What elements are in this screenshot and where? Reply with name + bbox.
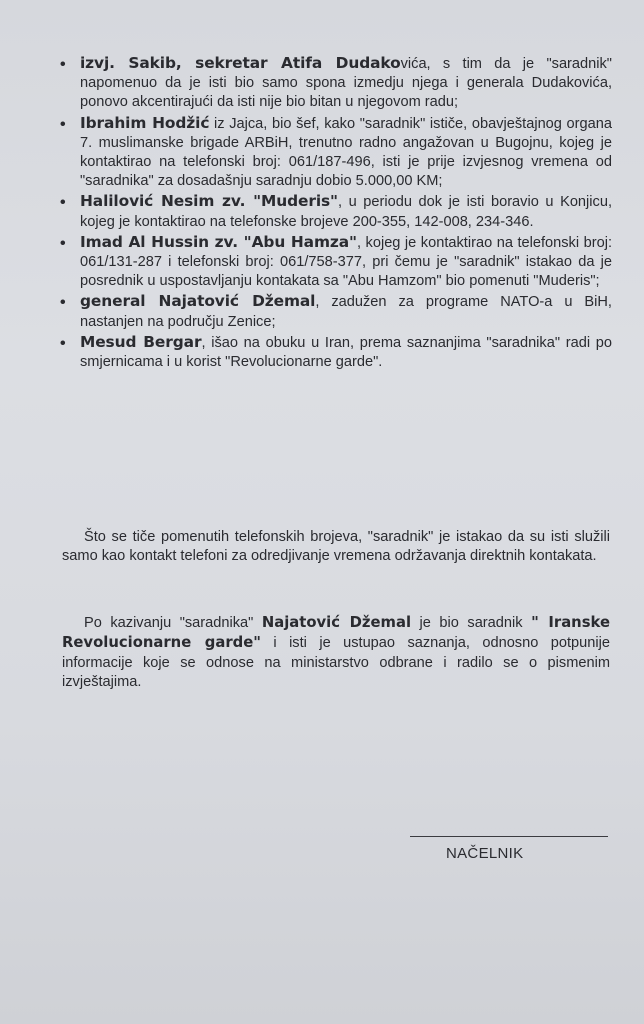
bullet-icon: •	[60, 115, 66, 133]
paragraph-middle: je bio saradnik	[411, 615, 532, 631]
item-text: , kojeg je kontaktirao na telefonski broj: 061/131-287 i telefonski broj: 061/758-377, pri čemu je "saradnik" istakao da je posrednik u uspostavljanju kontakata sa "Abu Hamzom" bio pomenuti "Muderis";	[80, 234, 612, 290]
list-item	[60, 233, 612, 292]
bullet-icon: •	[60, 194, 66, 212]
organization-name: " Iranske Revolucionarne garde"	[62, 614, 611, 652]
item-text: vića, s tim da je "saradnik" napomenuo da je isti bio samo spona izmedju njega i generala Dudakovića, ponovo akcentirajući da isti nije bio bitan u njegovom radu;	[80, 56, 612, 111]
paragraph-intro: Po kazivanju "saradnika"	[84, 615, 262, 631]
item-text: , išao na obuku u Iran, prema saznanjima "saradnika" radi po smjernicama i u korist "Revolucionarne garde".	[80, 334, 612, 371]
bullet-icon: •	[60, 294, 66, 312]
person-name: Ibrahim Hodžić	[80, 113, 210, 132]
signature-line	[410, 836, 608, 837]
item-text: , u periodu dok je isti boravio u Konjicu, kojeg je kontaktirao na telefonske brojeve 200-355, 142-008, 234-346.	[80, 194, 613, 230]
person-name: izvj. Sakib, sekretar Atifa Dudako	[80, 54, 401, 72]
person-name: Imad Al Hussin zv. "Abu Hamza"	[80, 232, 357, 251]
phone-numbers-paragraph	[62, 528, 610, 567]
person-name: general Najatović Džemal	[80, 292, 316, 311]
person-name: Mesud Bergar	[80, 332, 202, 351]
bullet-icon: •	[60, 56, 66, 73]
item-text: iz Jajca, bio šef, kako "saradnik" ističe, obavještajnog organa 7. muslimanske brigade ARBiH, trenutno radno angažovan u Bugojnu, kojeg je kontaktirao na telefonski broj: 061/187-496, isti je prije izvjesnog vremena od "saradnika" za dosadašnju saradnju dobio 5.000,00 KM;	[80, 115, 612, 190]
person-name: Najatović Džemal	[261, 614, 412, 631]
bullet-icon: •	[60, 234, 66, 252]
paragraph-rest: i isti je ustupao saznanja, odnosno potpunije informacije koje se odnose na ministarstvo odbrane i radilo se o pismenim izvještajima.	[62, 635, 610, 691]
list-item	[60, 114, 612, 192]
paragraph-text: Što se tiče pomenutih telefonskih brojeva, "saradnik" je istakao da su isti služili samo kao kontakt telefoni za odredjivanje vremena održavanja direktnih kontakata.	[62, 529, 610, 565]
list-item	[60, 333, 612, 372]
informant-contacts-list	[60, 54, 612, 373]
item-text: , zadužen za programe NATO-a u BiH, nastanjen na području Zenice;	[80, 294, 612, 330]
list-item	[60, 54, 612, 113]
signature-title: NAČELNIK	[446, 845, 524, 862]
bullet-icon: •	[60, 334, 66, 352]
list-item	[60, 292, 612, 331]
najatovic-paragraph	[62, 613, 610, 693]
person-name: Halilović Nesim zv. "Muderis"	[80, 192, 338, 211]
list-item	[60, 192, 612, 231]
